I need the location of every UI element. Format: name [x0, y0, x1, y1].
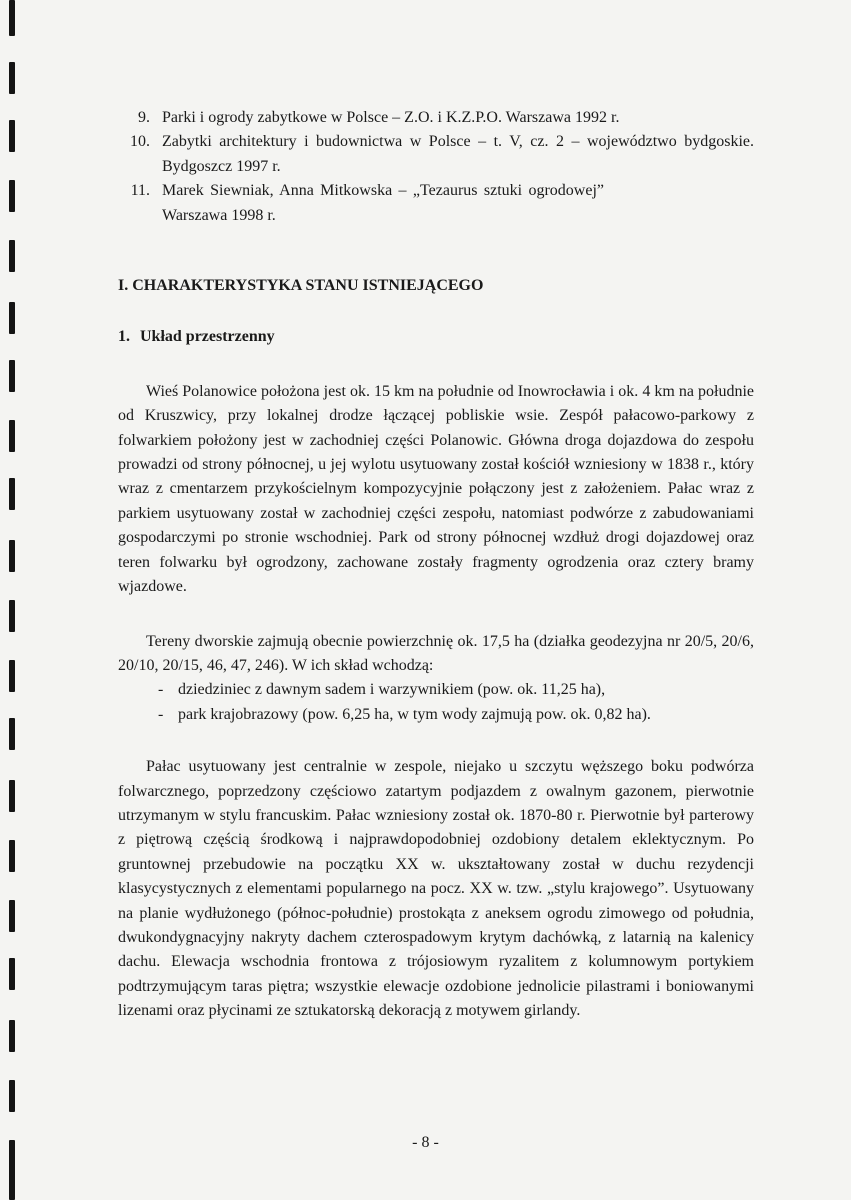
binder-hole	[9, 420, 15, 452]
binder-hole	[9, 840, 15, 872]
binder-hole	[9, 62, 15, 94]
land-list-item	[118, 703, 754, 727]
list-dash: -	[158, 705, 164, 723]
reference-item	[118, 179, 754, 228]
binder-holes	[0, 0, 30, 1200]
list-dash: -	[158, 681, 164, 699]
binder-hole	[9, 0, 15, 36]
binder-hole	[9, 958, 15, 990]
reference-item	[118, 130, 754, 179]
binder-hole	[9, 1080, 15, 1112]
page-content	[118, 106, 754, 1024]
reference-text: Zabytki architektury i budownictwa w Polsce – t. V, cz. 2 – województwo bydgoskie. Bydgoszcz 1997 r.	[162, 133, 754, 175]
reference-number: 9.	[138, 109, 150, 126]
land-list-item	[118, 678, 754, 702]
binder-hole	[9, 180, 15, 212]
binder-hole	[9, 120, 15, 152]
subsection-title: Układ przestrzenny	[140, 328, 275, 346]
binder-hole	[9, 302, 15, 334]
binder-hole	[9, 900, 15, 932]
section-heading: I. CHARAKTERYSTYKA STANU ISTNIEJĄCEGO	[118, 277, 484, 295]
land-item-text: dziedziniec z dawnym sadem i warzywnikiem (pow. ok. 11,25 ha),	[178, 681, 606, 699]
binder-hole	[9, 360, 15, 392]
reference-text: Parki i ogrody zabytkowe w Polsce – Z.O. i K.Z.P.O. Warszawa 1992 r.	[162, 109, 620, 126]
subsection-heading	[118, 325, 754, 349]
binder-hole	[9, 718, 15, 750]
paragraph-location: Wieś Polanowice położona jest ok. 15 km na południe od Inowrocławia i ok. 4 km na południe od Kruszwicy, przy lokalnej drodze łączącej pobliskie wsie. Zespół pałacowo-parkowy z folwarkiem położony jest w zachodniej części Polanowic. Główna droga dojazdowa do zespołu prowadzi od strony północnej, u jej wylotu usytuowany został kościół wzniesiony w 1838 r., który wraz z cmentarzem przykościelnym kompozycyjnie połączony jest z założeniem. Pałac wraz z parkiem usytuowany został w zachodniej części zespołu, natomiast podwórze z zabudowaniami gospodarczymi po stronie wschodniej. Park od strony północnej wzdłuż drogi dojazdowej oraz teren folwarku był ogrodzony, zachowane zostały fragmenty ogrodzenia oraz cztery bramy wjazdowe.	[118, 382, 754, 596]
paragraph-area: Tereny dworskie zajmują obecnie powierzchnię ok. 17,5 ha (działka geodezyjna nr 20/5, 20/6, 20/10, 20/15, 46, 47, 246). W ich skład wchodzą:	[118, 632, 754, 674]
reference-list	[118, 106, 754, 228]
page-number: - 8 -	[412, 1134, 439, 1151]
subsection-number: 1.	[118, 328, 130, 346]
land-list	[118, 678, 754, 727]
reference-item	[118, 106, 754, 130]
reference-text: Marek Siewniak, Anna Mitkowska – „Tezaurus sztuki ogrodowej” Warszawa 1998 r.	[162, 182, 604, 224]
reference-number: 10.	[130, 133, 150, 151]
paragraph-palace: Pałac usytuowany jest centralnie w zespole, niejako u szczytu węższego boku podwórza folwarcznego, poprzedzony częściowo zatartym podjazdem z owalnym gazonem, pierwotnie utrzymanym w stylu francuskim. Pałac wzniesiony został ok. 1870-80 r. Pierwotnie był parterowy z piętrową częścią środkową i najprawdopodobniej ozdobiony detalem eklektycznym. Po gruntownej przebudowie na początku XX w. ukształtowany został w duchu rezydencji klasycystycznych z elementami popularnego na pocz. XX w. tzw. „stylu krajowego”. Usytuowany na planie wydłużonego (północ-południe) prostokąta z aneksem ogrodu zimowego od południa, dwukondygnacyjny nakryty dachem czterospadowym krytym dachówką, z latarnią na kalenicy dachu. Elewacja wschodnia frontowa z trójosiowym ryzalitem z kolumnowym portykiem podtrzymującym taras piętra; wszystkie elewacje ozdobione jednolicie pilastrami i boniowanymi lizenami oraz płycinami ze sztukatorską dekoracją z motywem girlandy.	[118, 758, 754, 1020]
reference-number: 11.	[130, 182, 150, 200]
binder-hole	[9, 540, 15, 572]
land-item-text: park krajobrazowy (pow. 6,25 ha, w tym wody zajmują pow. ok. 0,82 ha).	[178, 705, 651, 723]
binder-hole	[9, 780, 15, 812]
binder-hole	[9, 478, 15, 510]
binder-hole	[9, 660, 15, 692]
binder-hole	[9, 240, 15, 272]
binder-hole	[9, 600, 15, 632]
binder-hole	[9, 1020, 15, 1052]
